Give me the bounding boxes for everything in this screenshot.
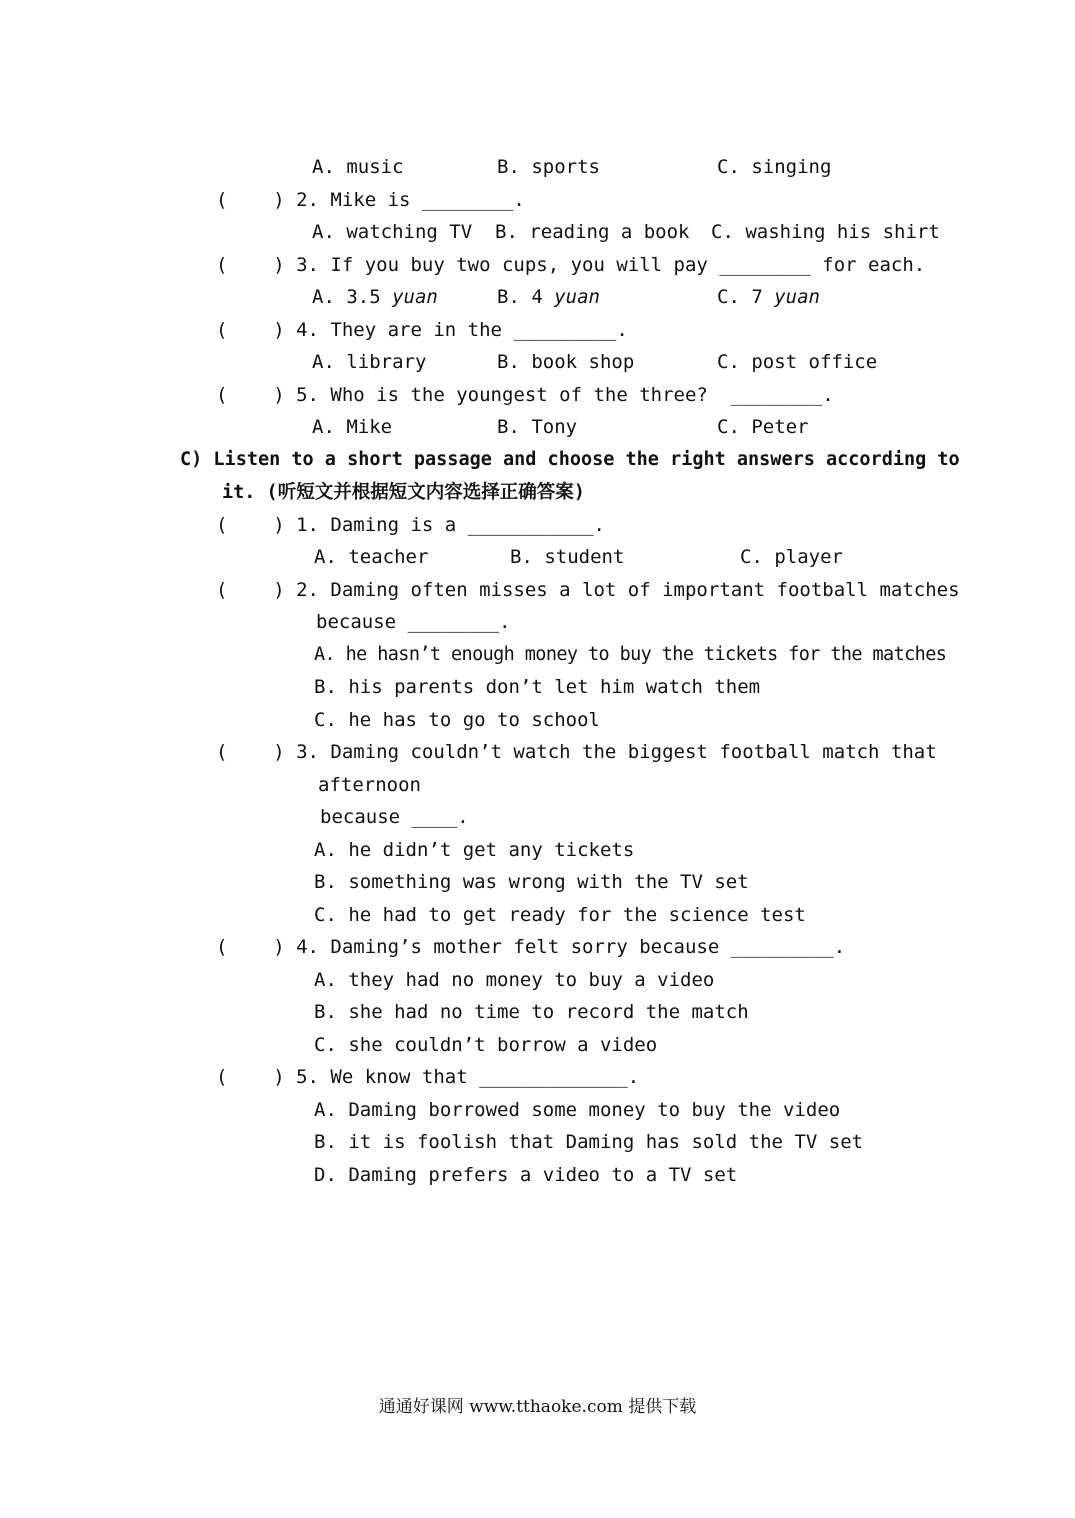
question-stem: ( ) 3. Daming couldn’t watch the biggest football match that [216, 741, 937, 763]
option-a: A. teacher [314, 546, 429, 568]
option-c: C. post office [717, 351, 878, 373]
question-stem: ( ) 1. Daming is a ___________. [216, 514, 605, 536]
option-b: B. sports [497, 156, 600, 178]
option-c: C. he had to get ready for the science test [314, 904, 806, 926]
option-b: B. reading a book [495, 221, 690, 243]
option-a: A. he hasn’t enough money to buy the tickets for the matches [314, 644, 947, 665]
option-b: B. Tony [497, 416, 578, 438]
question-stem: ( ) 3. If you buy two cups, you will pay ________ for each. [216, 254, 926, 276]
option-d: D. Daming prefers a video to a TV set [314, 1164, 738, 1186]
question-stem: ( ) 2. Daming often misses a lot of important football matches [216, 579, 960, 601]
option-b: B. book shop [497, 351, 635, 373]
option-a: A. Daming borrowed some money to buy the video [314, 1099, 841, 1121]
option-c: C. singing [717, 156, 832, 178]
option-c: C. 7 yuan [717, 286, 820, 308]
section-heading: C) Listen to a short passage and choose the right answers according to [180, 449, 960, 470]
option-a: A. watching TV [312, 221, 473, 243]
option-c: C. washing his shirt [711, 221, 940, 243]
option-b: B. his parents don’t let him watch them [314, 676, 761, 698]
question-stem: ( ) 4. They are in the _________. [216, 319, 628, 341]
option-b: B. something was wrong with the TV set [314, 871, 749, 893]
option-a: A. music [312, 156, 404, 178]
page-footer: 通通好课网 www.tthaoke.com 提供下载 [378, 1397, 697, 1417]
option-c: C. player [740, 546, 843, 568]
option-a: A. he didn’t get any tickets [314, 839, 635, 861]
question-stem-continued: because ____. [320, 806, 469, 828]
option-c: C. he has to go to school [314, 709, 600, 731]
option-b: B. student [510, 546, 625, 568]
question-stem-continued: afternoon [318, 774, 421, 796]
question-stem: ( ) 5. Who is the youngest of the three? ________. [216, 384, 834, 406]
option-b: B. 4 yuan [497, 286, 600, 308]
question-stem: ( ) 5. We know that _____________. [216, 1066, 640, 1088]
option-b: B. it is foolish that Daming has sold the TV set [314, 1131, 864, 1153]
section-heading-continued: it. (听短文并根据短文内容选择正确答案) [222, 482, 585, 503]
option-c: C. Peter [717, 416, 809, 438]
option-a: A. 3.5 yuan [312, 286, 438, 308]
question-stem: ( ) 4. Daming’s mother felt sorry because _________. [216, 936, 846, 958]
option-a: A. library [312, 351, 427, 373]
option-b: B. she had no time to record the match [314, 1001, 749, 1023]
option-c: C. she couldn’t borrow a video [314, 1034, 658, 1056]
question-stem-continued: because ________. [316, 611, 511, 633]
question-stem: ( ) 2. Mike is ________. [216, 189, 525, 211]
option-a: A. they had no money to buy a video [314, 969, 715, 991]
option-a: A. Mike [312, 416, 393, 438]
